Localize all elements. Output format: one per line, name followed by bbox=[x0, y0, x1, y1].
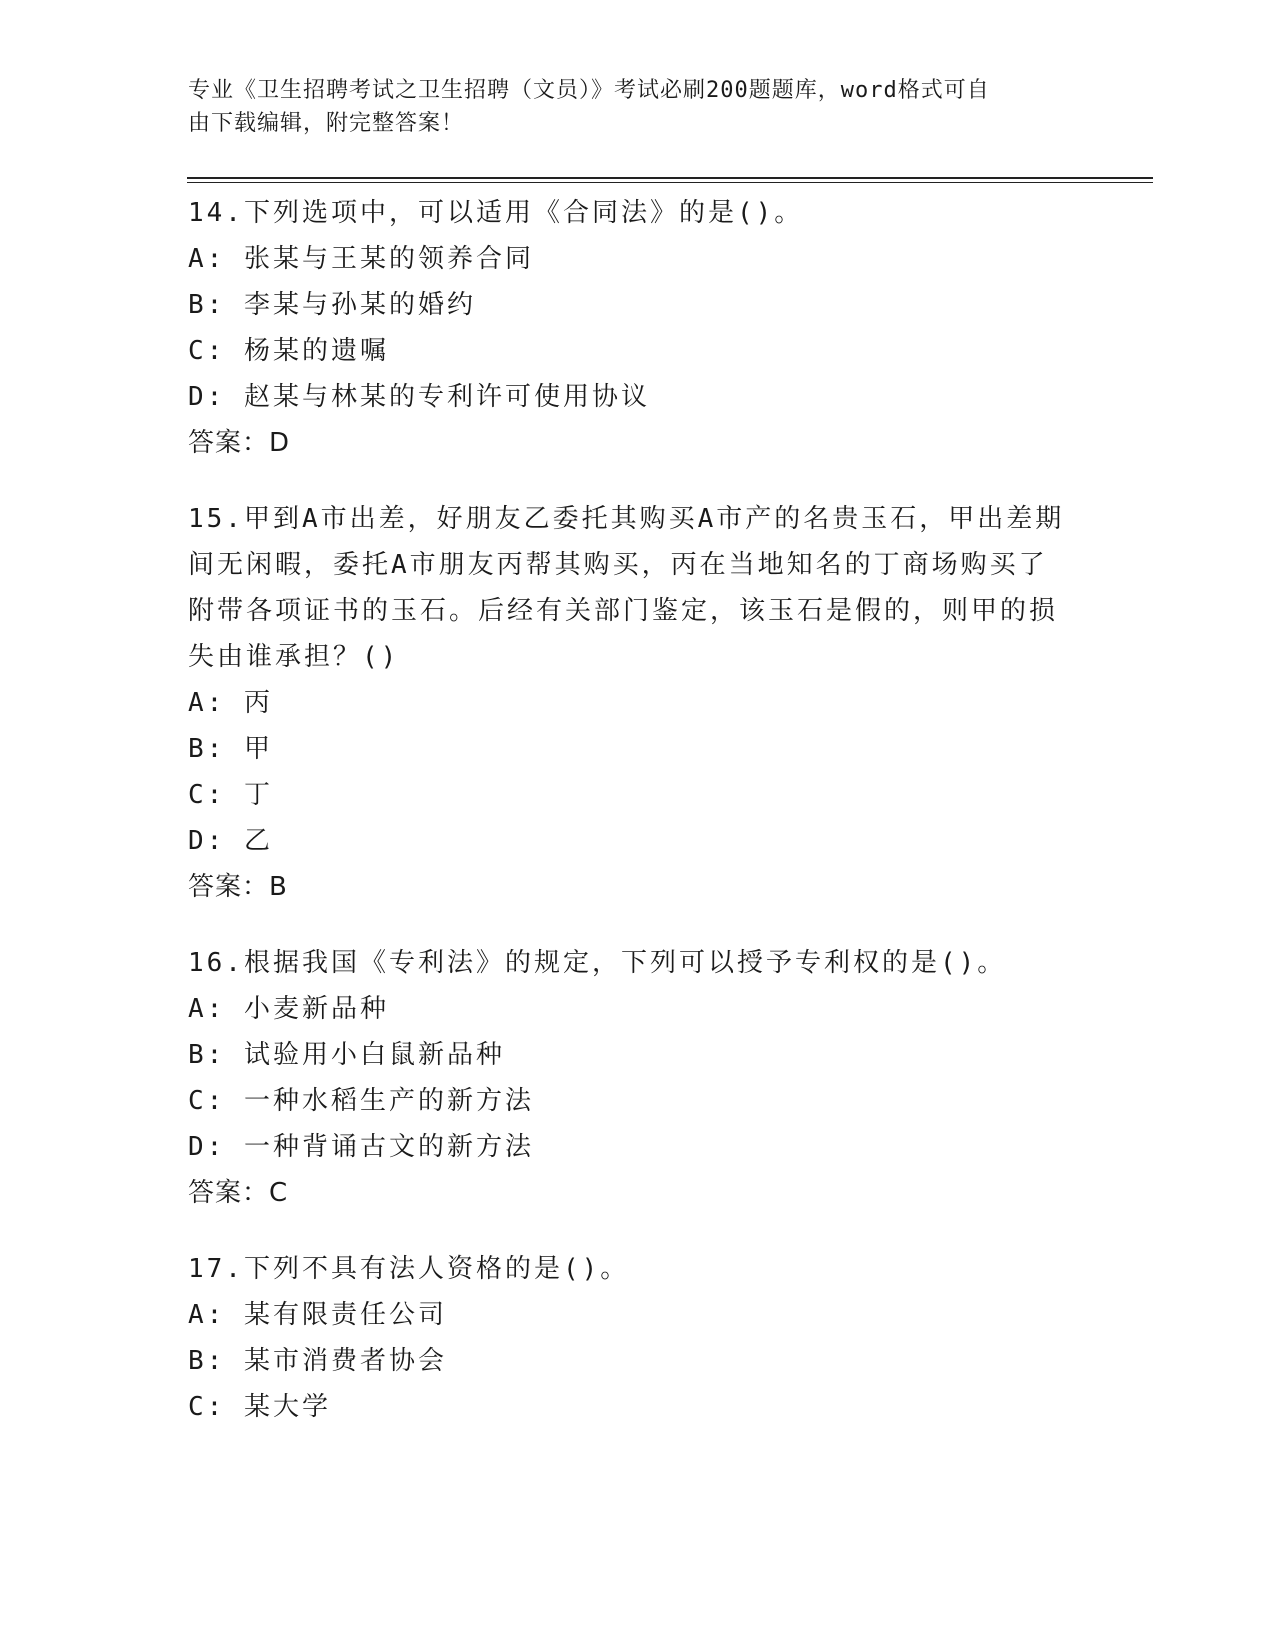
option-c: C: 某大学 bbox=[188, 1392, 331, 1422]
question-stem bbox=[188, 190, 1088, 236]
stem-line: 14.下列选项中，可以适用《合同法》的是()。 bbox=[188, 198, 804, 228]
stem-line: 附带各项证书的玉石。后经有关部门鉴定，该玉石是假的，则甲的损 bbox=[188, 596, 1059, 626]
stem-line: 失由谁承担？() bbox=[188, 642, 400, 672]
question-16 bbox=[188, 940, 1088, 1216]
stem-line: 15.甲到A市出差，好朋友乙委托其购买A市产的名贵玉石，甲出差期 bbox=[188, 504, 1065, 534]
option-b: B: 甲 bbox=[188, 734, 273, 764]
option-c: C: 丁 bbox=[188, 780, 273, 810]
option-b: B: 某市消费者协会 bbox=[188, 1346, 447, 1376]
header-line-2: 由下载编辑，附完整答案！ bbox=[188, 111, 465, 136]
header-line-1: 专业《卫生招聘考试之卫生招聘（文员）》考试必刷200题题库，word格式可自 bbox=[188, 78, 990, 103]
option-a: A: 张某与王某的领养合同 bbox=[188, 244, 534, 274]
stem-line: 16.根据我国《专利法》的规定，下列可以授予专利权的是()。 bbox=[188, 948, 1007, 978]
option-d: D: 乙 bbox=[188, 826, 273, 856]
question-stem bbox=[188, 940, 1088, 986]
option-a: A: 某有限责任公司 bbox=[188, 1300, 447, 1330]
question-stem bbox=[188, 1246, 1088, 1292]
stem-line: 17.下列不具有法人资格的是()。 bbox=[188, 1254, 630, 1284]
option-d: D: 一种背诵古文的新方法 bbox=[188, 1132, 534, 1162]
option-c: C: 一种水稻生产的新方法 bbox=[188, 1086, 534, 1116]
stem-line: 间无闲暇，委托A市朋友丙帮其购买，丙在当地知名的丁商场购买了 bbox=[188, 550, 1048, 580]
answer: 答案：C bbox=[188, 1178, 289, 1208]
option-a: A: 丙 bbox=[188, 688, 273, 718]
header-rule-thin bbox=[187, 182, 1153, 183]
option-b: B: 试验用小白鼠新品种 bbox=[188, 1040, 505, 1070]
document-header bbox=[188, 74, 1068, 140]
question-list bbox=[188, 190, 1088, 1460]
option-d: D: 赵某与林某的专利许可使用协议 bbox=[188, 382, 650, 412]
option-a: A: 小麦新品种 bbox=[188, 994, 389, 1024]
question-14 bbox=[188, 190, 1088, 466]
question-15 bbox=[188, 496, 1088, 910]
header-rule-thick bbox=[187, 177, 1153, 179]
answer: 答案：B bbox=[188, 872, 288, 902]
option-b: B: 李某与孙某的婚约 bbox=[188, 290, 476, 320]
answer: 答案：D bbox=[188, 428, 291, 458]
option-c: C: 杨某的遗嘱 bbox=[188, 336, 389, 366]
question-17 bbox=[188, 1246, 1088, 1430]
question-stem bbox=[188, 496, 1088, 680]
